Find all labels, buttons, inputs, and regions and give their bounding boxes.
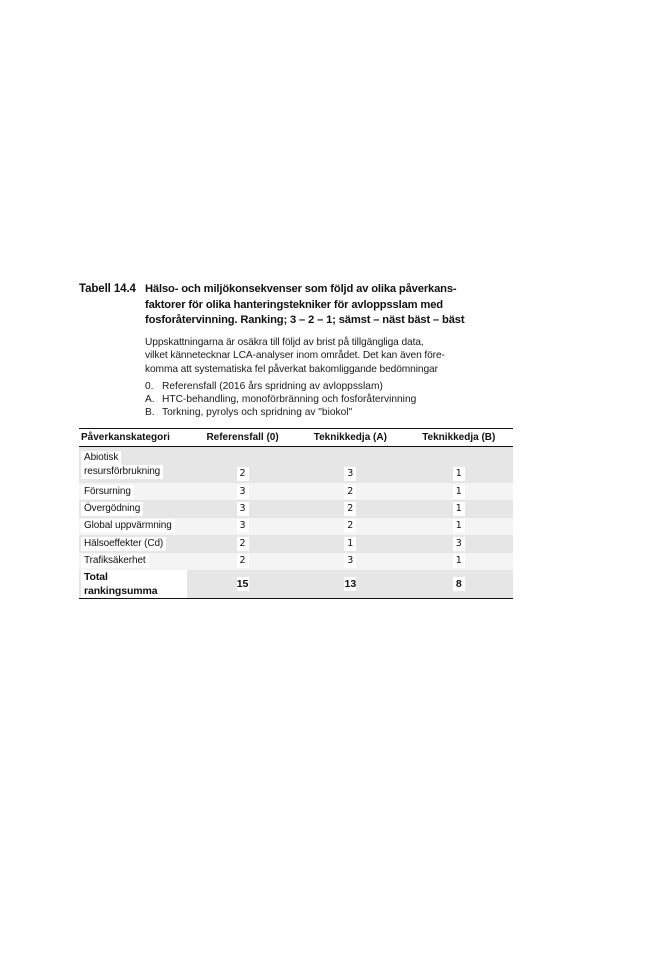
chain-b-value: 1: [453, 554, 465, 568]
chain-a-value: 2: [344, 502, 356, 516]
category-label: Försurning: [81, 485, 134, 499]
total-chain-a-value: 13: [344, 577, 357, 590]
table-row: [79, 535, 513, 552]
category-cell: [79, 518, 189, 535]
chain-b-value: 1: [453, 502, 465, 516]
chain-b-value: 1: [453, 485, 465, 499]
total-label: Total rankingsumma: [81, 570, 187, 598]
header-category: Påverkanskategori: [79, 429, 189, 447]
total-category-cell: [79, 570, 189, 599]
table-note: [145, 336, 525, 376]
alternative-text: Torkning, pyrolys och spridning av "biokol": [162, 406, 353, 418]
total-reference-cell: [189, 570, 296, 599]
chain-a-cell: [296, 447, 404, 484]
alternative-item: [145, 394, 525, 407]
chain-b-value: 1: [453, 519, 465, 533]
caption-title: [145, 282, 517, 329]
chain-b-cell: [405, 500, 513, 517]
reference-value: 3: [237, 485, 249, 499]
chain-a-cell: [296, 500, 404, 517]
chain-a-cell: [296, 518, 404, 535]
chain-b-cell: [405, 447, 513, 484]
total-row: [79, 570, 513, 599]
reference-cell: [189, 553, 296, 570]
header-chain-a: Teknikkedja (A): [296, 429, 404, 447]
reference-cell: [189, 518, 296, 535]
note-line: Uppskattningarna är osäkra till följd av brist på tillgängliga data,: [145, 337, 424, 348]
category-cell: [79, 553, 189, 570]
table-row: [79, 483, 513, 500]
chain-b-value: 3: [453, 537, 465, 551]
header-reference: Referensfall (0): [189, 429, 296, 447]
caption-title-line: Hälso- och miljökonsekvenser som följd av olika påverkans-: [145, 283, 457, 295]
table-row: [79, 518, 513, 535]
category-label: Trafiksäkerhet: [81, 554, 149, 568]
table-row: [79, 553, 513, 570]
total-chain-a-cell: [296, 570, 404, 599]
chain-b-value: 1: [453, 467, 465, 481]
chain-b-cell: [405, 553, 513, 570]
alternative-text: HTC-behandling, monoförbränning och fosforåtervinning: [162, 393, 417, 405]
chain-a-value: 2: [344, 519, 356, 533]
category-cell: [79, 535, 189, 552]
table-header-row: [79, 429, 513, 447]
table-row: [79, 500, 513, 517]
total-reference-value: 15: [236, 577, 249, 590]
alternative-key: 0.: [145, 381, 154, 392]
note-line: komma att systematiska fel påverkat bakomliggande bedömningar: [145, 363, 438, 375]
category-cell: [79, 447, 189, 484]
category-label: Global uppvärmning: [81, 519, 175, 533]
category-cell: [79, 483, 189, 500]
note-line: vilket kännetecknar LCA-analyser inom området. Det kan även före-: [145, 350, 445, 362]
chain-a-value: 3: [344, 467, 356, 481]
reference-value: 2: [237, 537, 249, 551]
ranking-table: [79, 428, 513, 599]
alternative-key: A.: [145, 393, 155, 405]
chain-a-cell: [296, 553, 404, 570]
alternative-item: [145, 407, 525, 420]
chain-a-value: 1: [344, 537, 356, 551]
category-label: Övergödning: [81, 502, 143, 516]
category-label: Hälsoeffekter (Cd): [81, 537, 166, 551]
chain-a-value: 3: [344, 554, 356, 568]
alternative-item: [145, 381, 525, 394]
category-label: Abiotisk: [81, 451, 121, 465]
alternative-key: B.: [145, 406, 155, 418]
category-label: resursförbrukning: [81, 465, 163, 479]
header-chain-b: Teknikkedja (B): [405, 429, 513, 447]
reference-cell: [189, 483, 296, 500]
reference-cell: [189, 535, 296, 552]
category-cell: [79, 500, 189, 517]
reference-value: 3: [237, 519, 249, 533]
reference-value: 2: [237, 467, 249, 481]
caption-title-line: fosforåtervinning. Ranking; 3 – 2 – 1; sämst – näst bäst – bäst: [145, 314, 465, 326]
chain-b-cell: [405, 518, 513, 535]
chain-b-cell: [405, 483, 513, 500]
reference-value: 3: [237, 502, 249, 516]
chain-a-cell: [296, 483, 404, 500]
caption-title-line: faktorer för olika hanteringstekniker för avloppsslam med: [145, 298, 443, 311]
reference-cell: [189, 500, 296, 517]
alternatives-list: [145, 381, 525, 419]
caption-label: Tabell 14.4: [79, 283, 136, 295]
alternative-text: Referensfall (2016 års spridning av avloppsslam): [162, 381, 383, 392]
total-chain-b-cell: [405, 570, 513, 599]
chain-a-value: 2: [344, 485, 356, 499]
chain-a-cell: [296, 535, 404, 552]
reference-value: 2: [237, 554, 249, 568]
table-row: [79, 447, 513, 484]
reference-cell: [189, 447, 296, 484]
chain-b-cell: [405, 535, 513, 552]
total-chain-b-value: 8: [453, 577, 465, 591]
